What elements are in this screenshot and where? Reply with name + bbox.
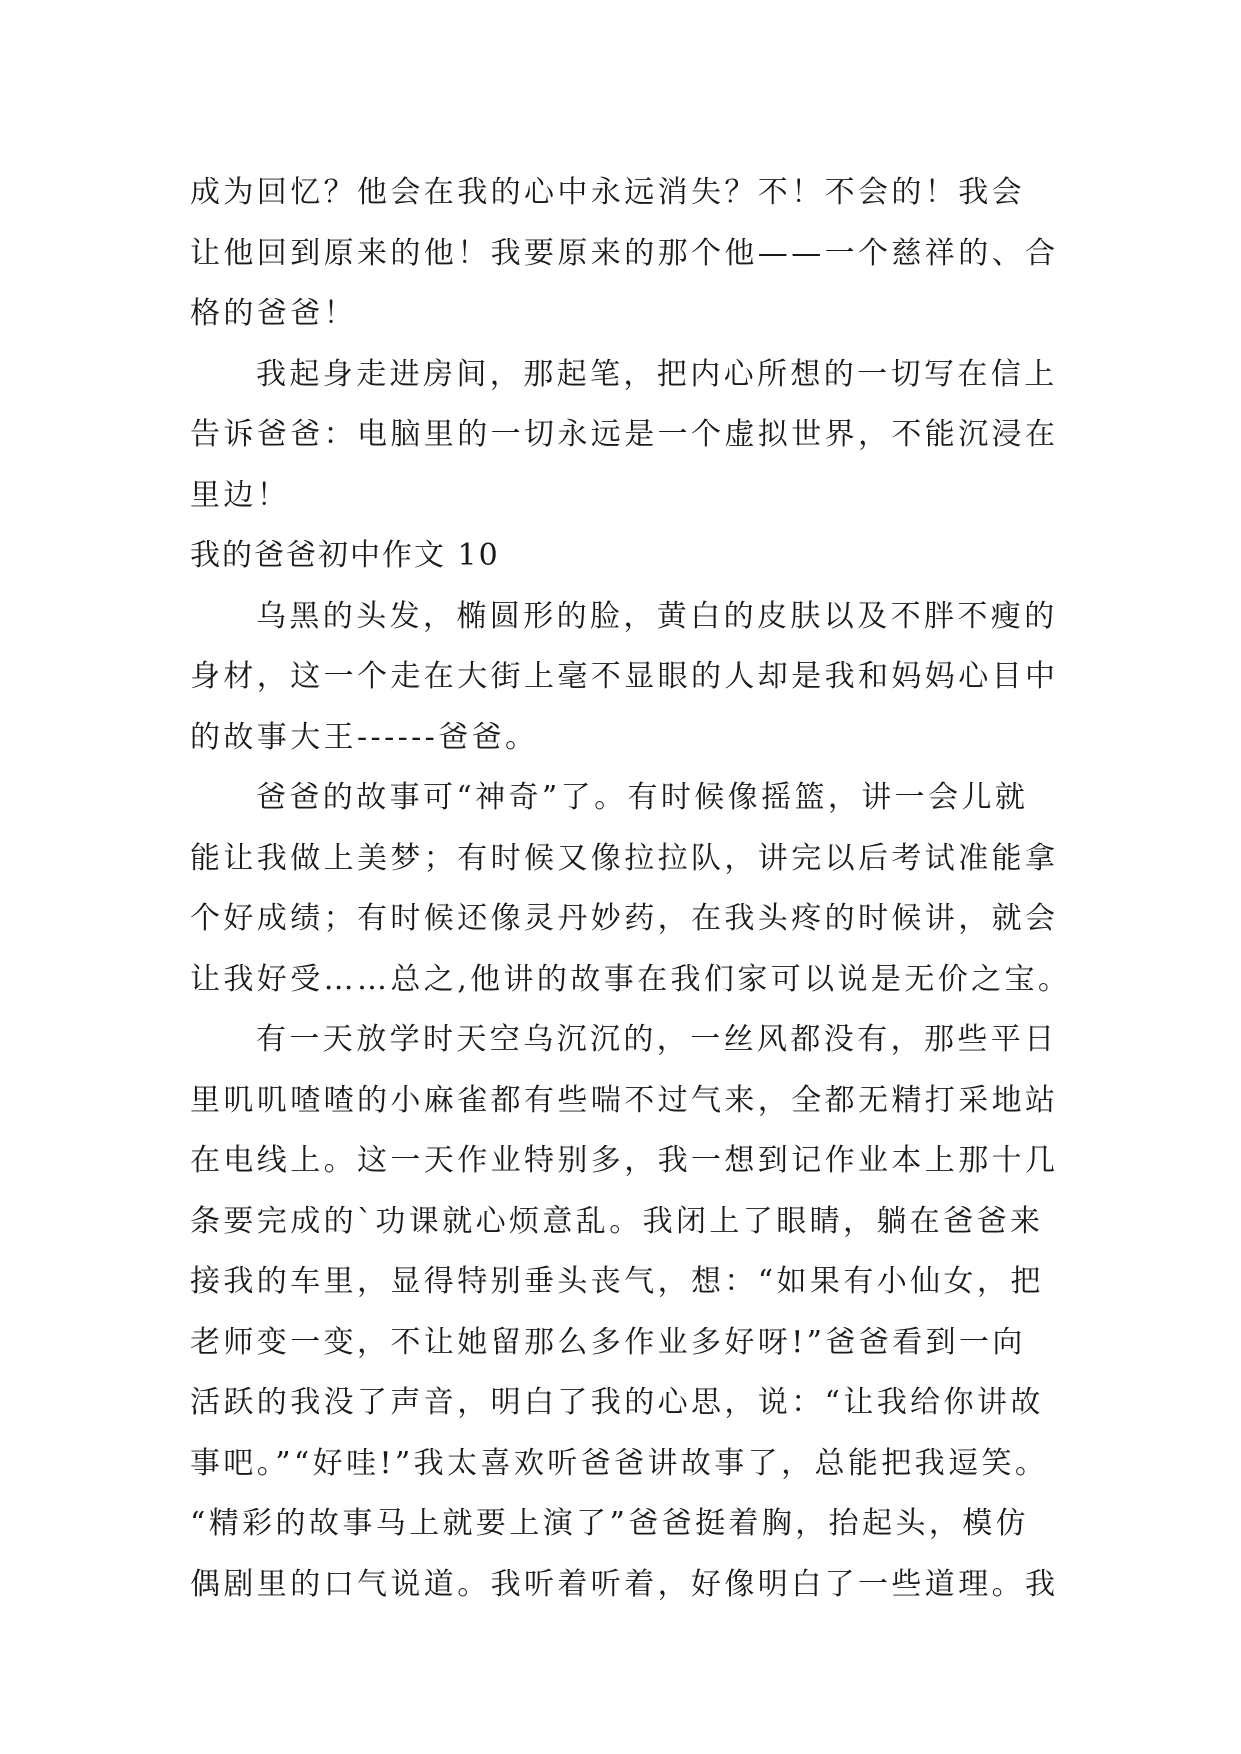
text-line: 事吧。”“好哇!”我太喜欢听爸爸讲故事了，总能把我逗笑。 bbox=[190, 1445, 1049, 1481]
text-line: 让我好受……总之,他讲的故事在我们家可以说是无价之宝。 bbox=[190, 961, 1072, 997]
paragraph bbox=[190, 163, 1090, 345]
text-line: 身材，这一个走在大街上毫不显眼的人却是我和妈妈心目中 bbox=[190, 659, 1059, 694]
paragraph bbox=[190, 1010, 1090, 1615]
text-line: 格的爸爸！ bbox=[190, 296, 357, 331]
text-line: “精彩的故事马上就要上演了”爸爸挺着胸，抬起头，模仿 bbox=[190, 1506, 1030, 1541]
text-line: 活跃的我没了声音，明白了我的心思，说：“让我给你讲故 bbox=[190, 1385, 1044, 1420]
text-line: 有一天放学时天空乌沉沉的，一丝风都没有，那些平日 bbox=[256, 1022, 1058, 1057]
paragraph bbox=[190, 768, 1090, 1010]
text-line: 乌黑的头发，椭圆形的脸，黄白的皮肤以及不胖不瘦的 bbox=[256, 598, 1058, 634]
text-line: 老师变一变，不让她留那么多作业多好呀!”爸爸看到一向 bbox=[190, 1324, 1026, 1360]
text-line: 里叽叽喳喳的小麻雀都有些喘不过气来，全都无精打采地站 bbox=[190, 1082, 1059, 1118]
text-line: 里边！ bbox=[190, 477, 291, 513]
paragraph bbox=[190, 587, 1090, 769]
text-line: 告诉爸爸：电脑里的一切永远是一个虚拟世界，不能沉浸在 bbox=[190, 417, 1059, 452]
text-line: 接我的车里，显得特别垂头丧气，想：“如果有小仙女，把 bbox=[190, 1264, 1044, 1299]
paragraph bbox=[190, 345, 1090, 527]
text-line: 让他回到原来的他！我要原来的那个他——一个慈祥的、合 bbox=[190, 235, 1059, 271]
text-line: 成为回忆？他会在我的心中永远消失？不！不会的！我会 bbox=[190, 175, 1025, 210]
text-line: 的故事大王------爸爸。 bbox=[190, 719, 539, 755]
text-line: 能让我做上美梦；有时候又像拉拉队，讲完以后考试准能拿 bbox=[190, 840, 1059, 876]
text-line: 爸爸的故事可“神奇”了。有时候像摇篮，讲一会儿就 bbox=[256, 780, 1029, 815]
text-line: 我起身走进房间，那起笔，把内心所想的一切写在信上 bbox=[256, 356, 1058, 392]
text-line: 偶剧里的口气说道。我听着听着，好像明白了一些道理。我 bbox=[190, 1566, 1059, 1602]
section-heading bbox=[190, 526, 1090, 587]
heading-line: 我的爸爸初中作文 10 bbox=[190, 538, 500, 573]
text-line: 个好成绩；有时候还像灵丹妙药，在我头疼的时候讲，就会 bbox=[190, 901, 1059, 936]
document-body bbox=[190, 163, 1090, 1615]
text-line: 条要完成的`功课就心烦意乱。我闭上了眼睛，躺在爸爸来 bbox=[190, 1203, 1044, 1239]
text-line: 在电线上。这一天作业特别多，我一想到记作业本上那十几 bbox=[190, 1143, 1059, 1178]
